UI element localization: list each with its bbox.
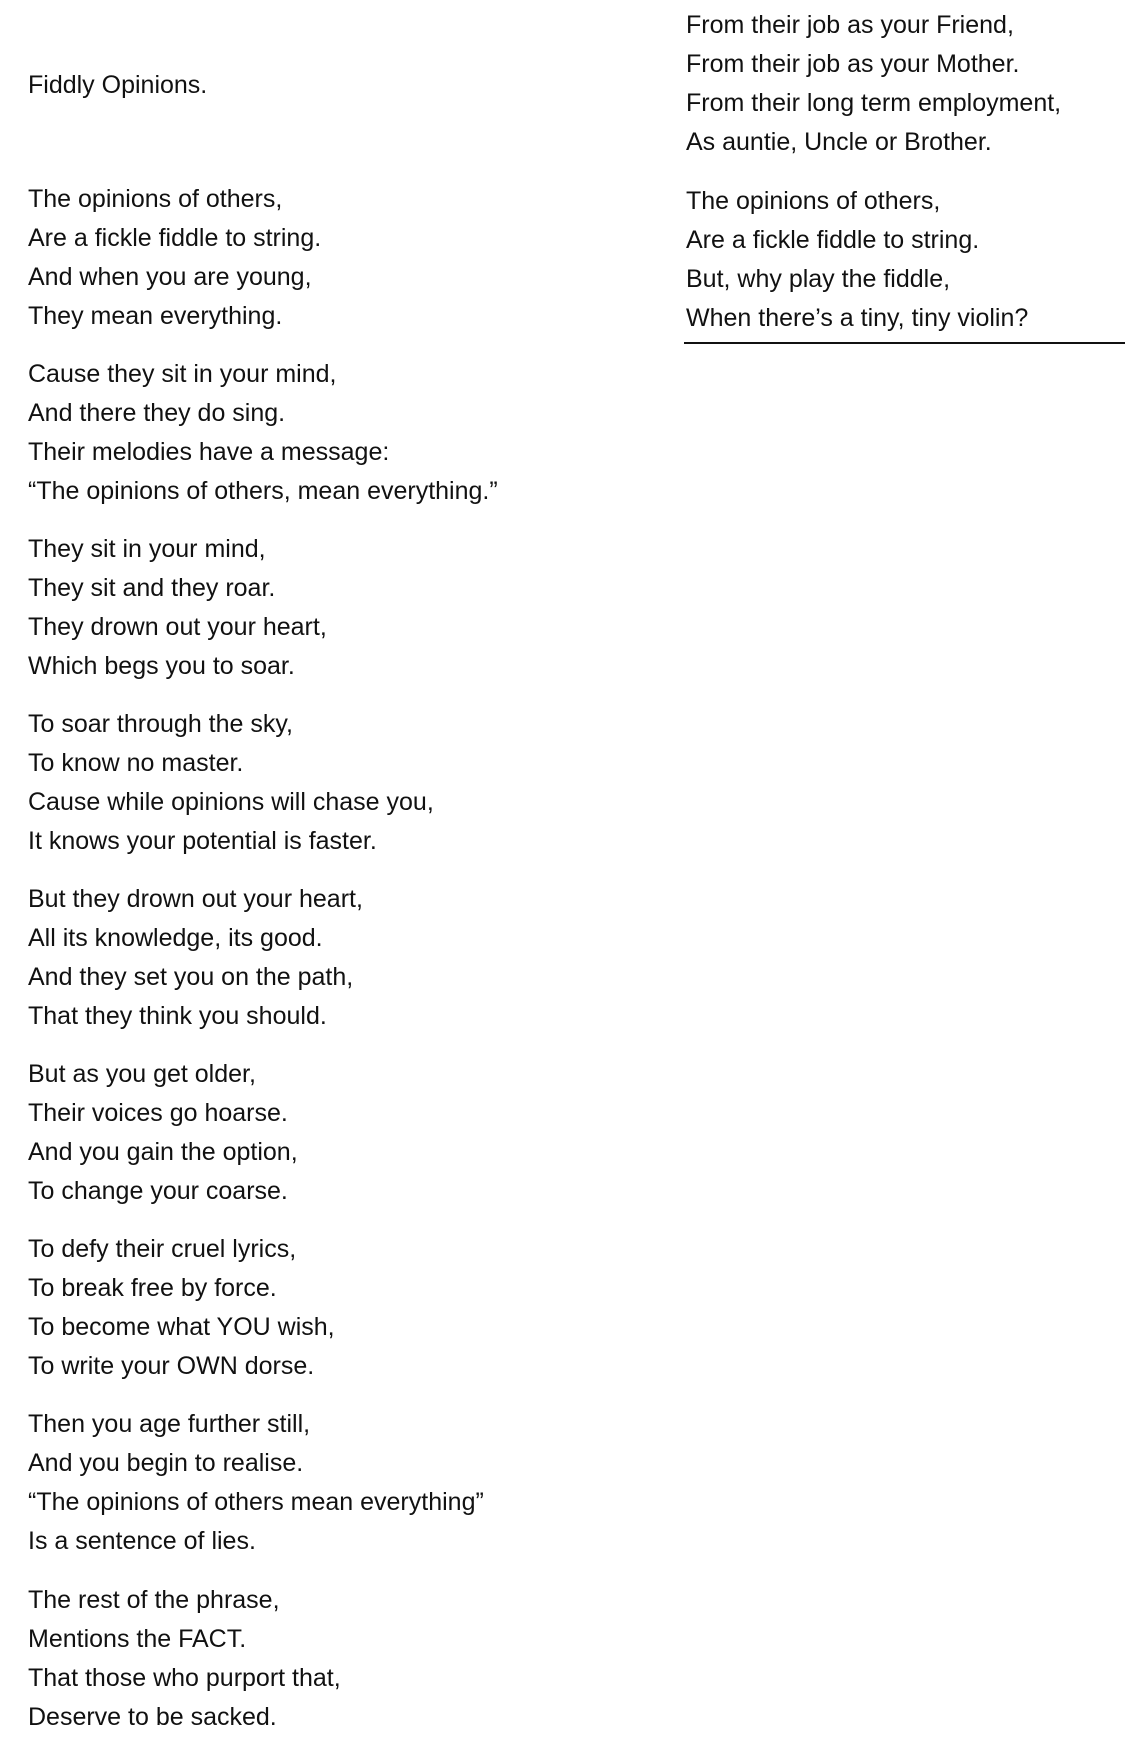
poem-line: Are a fickle fiddle to string. [686,226,980,254]
poem-line: Their voices go hoarse. [28,1099,288,1127]
poem-line: That those who purport that, [28,1664,341,1692]
poem-line: When there’s a tiny, tiny violin? [686,304,1029,332]
poem-line: And you gain the option, [28,1138,298,1166]
poem-line: To break free by force. [28,1274,277,1302]
poem-line: They mean everything. [28,302,283,330]
stanza [28,880,363,1036]
poem-line: To change your coarse. [28,1177,288,1205]
stanza [28,705,434,861]
poem-title: Fiddly Opinions. [28,71,208,99]
poem-line: And when you are young, [28,263,312,291]
poem-line: And there they do sing. [28,399,286,427]
poem-line: Are a fickle fiddle to string. [28,224,322,252]
stanza [28,1230,335,1386]
poem-line: The rest of the phrase, [28,1586,280,1614]
poem-line: As auntie, Uncle or Brother. [686,128,992,156]
poem-line: From their job as your Mother. [686,50,1020,78]
poem-line: All its knowledge, its good. [28,924,323,952]
stanza [686,6,1061,162]
poem-line: The opinions of others, [28,185,283,213]
poem-line: Then you age further still, [28,1410,311,1438]
poem-line: From their job as your Friend, [686,11,1014,39]
poem-line: “The opinions of others mean everything” [28,1488,484,1516]
poem-line: It knows your potential is faster. [28,827,377,855]
poem-line: But, why play the fiddle, [686,265,951,293]
poem-line: To become what YOU wish, [28,1313,335,1341]
poem-line: Their melodies have a message: [28,438,390,466]
poem-line: From their long term employment, [686,89,1062,117]
poem-line: And you begin to realise. [28,1449,304,1477]
poem-line: Cause while opinions will chase you, [28,788,434,816]
stanza [28,530,327,686]
poem-line: They sit in your mind, [28,535,266,563]
poem-line: To soar through the sky, [28,710,293,738]
poem-line: To write your OWN dorse. [28,1352,315,1380]
poem-line: Mentions the FACT. [28,1625,247,1653]
poem-line: Is a sentence of lies. [28,1527,256,1555]
poem-line: Cause they sit in your mind, [28,360,337,388]
poem-line: To defy their cruel lyrics, [28,1235,297,1263]
stanza [28,1055,298,1211]
stanza [686,182,1028,338]
stanza [28,1405,484,1561]
poem-line: But as you get older, [28,1060,256,1088]
poem-line: “The opinions of others, mean everything.” [28,477,498,505]
poem-line: Deserve to be sacked. [28,1703,277,1731]
end-rule [684,342,1125,344]
poem-line: They sit and they roar. [28,574,276,602]
poem-line: To know no master. [28,749,244,777]
poem-line: The opinions of others, [686,187,941,215]
stanza [28,355,498,511]
stanza [28,1581,341,1737]
poem-line: That they think you should. [28,1002,327,1030]
poem-line: But they drown out your heart, [28,885,363,913]
poem-line: Which begs you to soar. [28,652,295,680]
poem-line: They drown out your heart, [28,613,327,641]
stanza [28,180,321,336]
poem-line: And they set you on the path, [28,963,354,991]
